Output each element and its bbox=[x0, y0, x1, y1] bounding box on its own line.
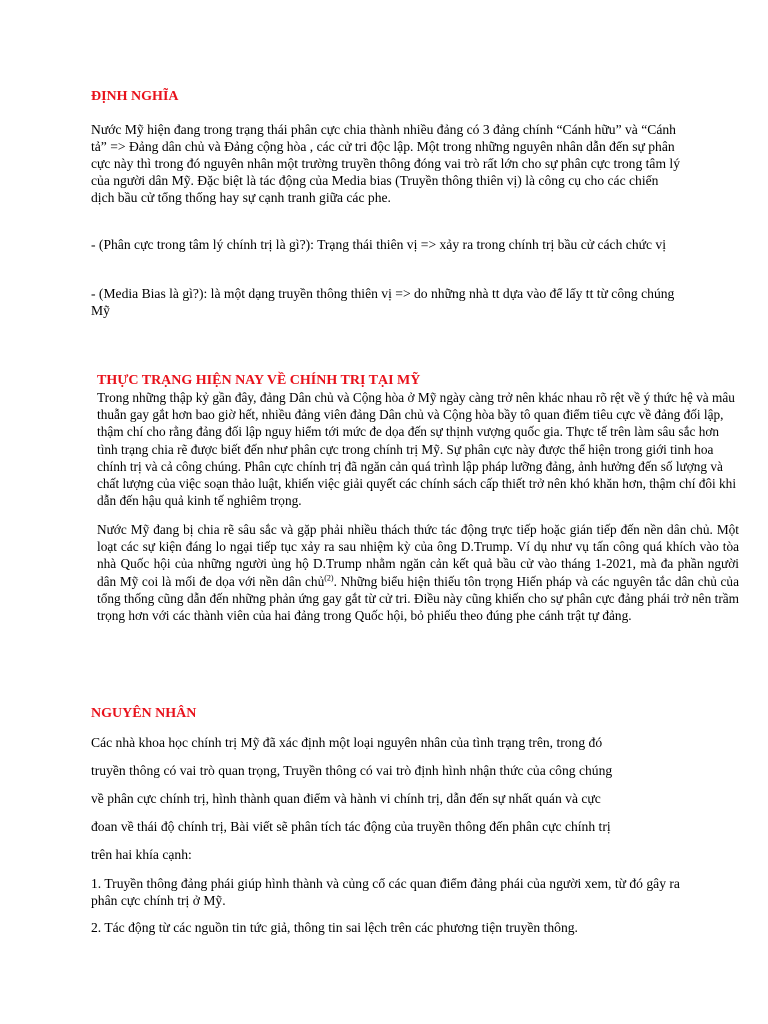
nguyen-nhan-para-1: Các nhà khoa học chính trị Mỹ đã xác định một loại nguyên nhân của tình trạng trên, trong đó truyền thông có vai trò quan trọng, Truyền thông có vai trò định hình nhận thức của công chúng về phân cực chính trị, hình thành quan điểm và hành vi chính trị, dẫn đến sự nhất quán và cực đoan về thái độ chính trị, Bài viết sẽ phân tích tác động của truyền thông đến phân cực chính trị trên hai khía cạnh: bbox=[91, 735, 613, 862]
heading-nguyen-nhan: NGUYÊN NHÂN bbox=[91, 706, 197, 721]
dinh-nghia-bullet-2: - (Media Bias là gì?): là một dạng truyền thông thiên vị => do những nhà tt dựa vào để lấy tt từ công chúng Mỹ bbox=[91, 286, 675, 318]
thuc-trang-para-2-text-b: . Những biểu hiện thiếu tôn trọng Hiến pháp và các nguyên tắc dân chủ của tổng thống cũng dẫn đến những phản ứng gay gắt từ cử tri. Điều này cũng khiến cho sự phân cực đảng phái trở nên trầm trọng hơn với các thành viên của hai đảng trong Quốc hội, bỏ phiếu theo đúng phe cánh trật tự đảng. bbox=[97, 573, 739, 624]
nguyen-nhan-item-1: 1. Truyền thông đảng phái giúp hình thành và củng cố các quan điểm đảng phái của người xem, từ đó gây ra phân cực chính trị ở Mỹ. bbox=[91, 876, 680, 908]
heading-thuc-trang: THỰC TRẠNG HIỆN NAY VỀ CHÍNH TRỊ TẠI MỸ bbox=[97, 373, 421, 388]
thuc-trang-para-1: Trong những thập kỷ gần đây, đảng Dân chủ và Cộng hòa ở Mỹ ngày càng trở nên khác nhau rõ rệt về ý thức hệ và mâu thuẫn gay gắt hơn bao giờ hết, nhiều đảng viên đảng Dân chủ và Cộng hòa bầy tô quan điểm tiêu cực về đảng đối lập, thậm chí cho rằng đảng đối lập nguy hiểm tới mức đe dọa đến sự thịnh vượng quốc gia. Thực tế trên làm sâu sắc hơn tình trạng chia rẽ được biết đến như phân cực trong chính trị Mỹ. Sự phân cực này được thể hiện trong giới tinh hoa chính trị và cả công chúng. Phân cực chính trị đã ngăn cản quá trình lập pháp lưỡng đảng, ảnh hưởng đến số lượng và chất lượng của việc soạn thảo luật, khiến việc giải quyết các chính sách cấp thiết trở nên khó khăn hơn, thậm chí đôi khi dẫn đến hậu quả kinh tế nghiêm trọng. bbox=[97, 390, 737, 509]
dinh-nghia-intro: Nước Mỹ hiện đang trong trạng thái phân cực chia thành nhiều đảng có 3 đảng chính “Cánh hữu” và “Cánh tả” => Đảng dân chủ và Đảng cộng hòa , các cử tri độc lập. Một trong những nguyên nhân dẫn đến sự phân cực này thì trong đó nguyên nhân một trường truyền thông đóng vai trò rất lớn cho sự phân cực trong tâm lý của người dân Mỹ. Đặc biệt là tác động của Media bias (Truyền thông thiên vị) là công cụ cho các chiến dịch bầu cử tổng thống hay sự cạnh tranh giữa các phe. bbox=[91, 122, 680, 205]
thuc-trang-para-2-text-a: Nước Mỹ đang bị chia rẽ sâu sắc và gặp phải nhiều thách thức tác động trực tiếp hoặc gián tiếp đến nền dân chủ. Một loạt các sự kiện đáng lo ngại tiếp tục xảy ra sau nhiệm kỳ của ông D.Trump. Ví dụ như vụ tấn công quá khích vào tòa nhà Quốc hội của những người ủng hộ D.Trump nhằm ngăn cản kết quả bầu cử vào tháng 1-2021, mà đa phần người dân Mỹ coi là mối đe dọa với nền dân chủ bbox=[97, 522, 739, 589]
heading-dinh-nghia: ĐỊNH NGHĨA bbox=[91, 89, 179, 104]
footnote-ref: (2) bbox=[324, 573, 334, 583]
nguyen-nhan-item-2: 2. Tác động từ các nguồn tin tức giả, thông tin sai lệch trên các phương tiện truyền thông. bbox=[91, 920, 578, 935]
dinh-nghia-bullet-1: - (Phân cực trong tâm lý chính trị là gì?): Trạng thái thiên vị => xảy ra trong chính trị bầu cử cách chức vị bbox=[91, 237, 666, 252]
thuc-trang-para-2 bbox=[97, 521, 739, 624]
